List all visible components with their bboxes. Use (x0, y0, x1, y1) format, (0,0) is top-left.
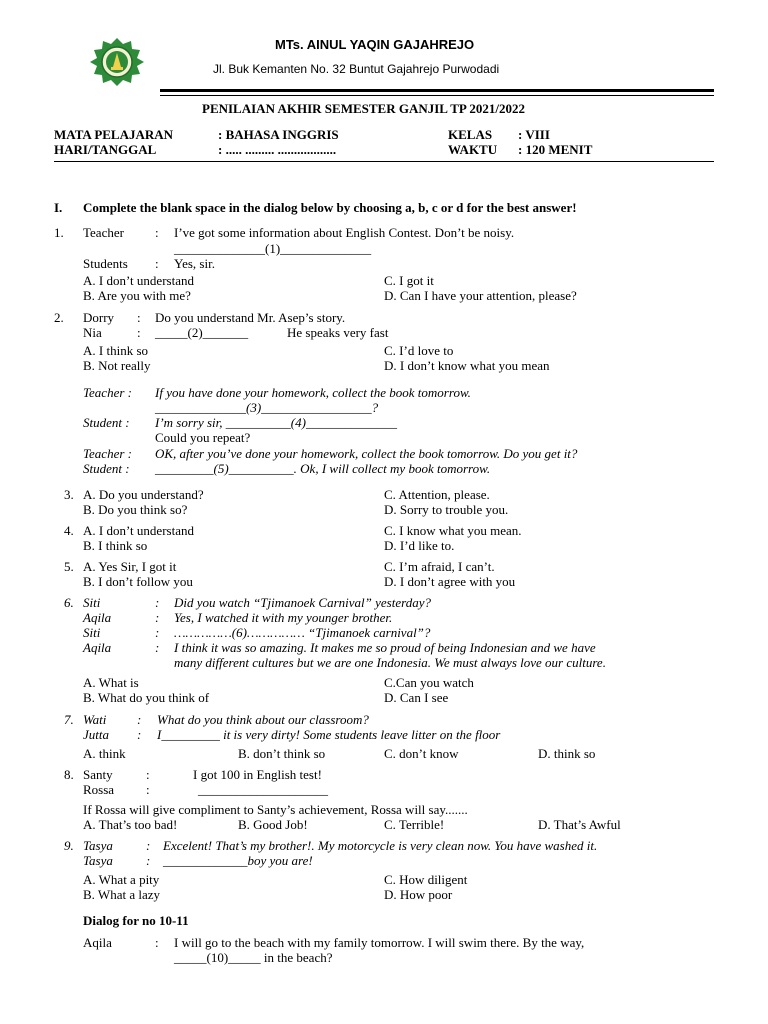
header-rule-thin (160, 95, 714, 96)
q7-option-a: A. think (83, 746, 126, 761)
time-label: WAKTU (448, 142, 498, 157)
q6-line2: Yes, I watched it with my younger brother. (174, 610, 393, 625)
q8-option-a: A. That’s too bad! (83, 817, 178, 832)
school-address: Jl. Buk Kemanten No. 32 Buntut Gajahrejo Purwodadi (213, 62, 500, 76)
q6-option-d: D. Can I see (384, 690, 449, 705)
q5-option-a: A. Yes Sir, I got it (83, 559, 177, 574)
q7-speaker1: Wati (83, 712, 107, 727)
d35-line3: I’m sorry sir, __________(4)______________ (155, 415, 397, 430)
q1-number: 1. (54, 225, 64, 240)
q3-option-d: D. Sorry to trouble you. (384, 502, 509, 517)
q2-option-b: B. Not really (83, 358, 151, 373)
subject-value: : BAHASA INGGRIS (218, 127, 339, 142)
q2-colon1: : (137, 310, 141, 325)
q7-number: 7. (64, 712, 74, 727)
q6-speaker3: Siti (83, 625, 101, 640)
q6-line5: many different cultures but we are one Indonesia. We must always love our culture. (174, 655, 606, 670)
q6-line1: Did you watch “Tjimanoek Carnival” yesterday? (174, 595, 431, 610)
d35-speaker1: Teacher : (83, 385, 132, 400)
q4-option-d: D. I’d like to. (384, 538, 455, 553)
q7-option-c: C. don’t know (384, 746, 459, 761)
d35-speaker3: Teacher : (83, 446, 132, 461)
d1011-colon1: : (155, 935, 159, 950)
section-number: I. (54, 200, 63, 215)
d35-line2: ______________(3)_________________? (155, 400, 379, 415)
q9-line2: _____________boy you are! (163, 853, 313, 868)
d1011-line1: I will go to the beach with my family tomorrow. I will swim there. By the way, (174, 935, 585, 950)
q4-option-a: A. I don’t understand (83, 523, 194, 538)
exam-title: PENILAIAN AKHIR SEMESTER GANJIL TP 2021/2022 (202, 101, 526, 116)
q8-prompt: If Rossa will give compliment to Santy’s achievement, Rossa will say....... (83, 802, 468, 817)
q1-colon1: : (155, 225, 159, 240)
q1-speaker1: Teacher (83, 225, 124, 240)
q6-line4: I think it was so amazing. It makes me so proud of being Indonesian and we have (174, 640, 596, 655)
q6-option-b: B. What do you think of (83, 690, 210, 705)
q1-option-d: D. Can I have your attention, please? (384, 288, 577, 303)
q1-option-c: C. I got it (384, 273, 434, 288)
q8-line1: I got 100 in English test! (193, 767, 322, 782)
q5-option-d: D. I don’t agree with you (384, 574, 516, 589)
q7-speaker2: Jutta (83, 727, 109, 742)
q7-line1: What do you think about our classroom? (157, 712, 369, 727)
q2-option-d: D. I don’t know what you mean (384, 358, 550, 373)
q2-line2-blank: _____(2)_______ (155, 325, 249, 340)
q1-colon2: : (155, 256, 159, 271)
d35-line6: _________(5)__________. Ok, I will collect my book tomorrow. (155, 461, 491, 476)
q2-line2-rest: He speaks very fast (287, 325, 389, 340)
time-value: : 120 MENIT (518, 142, 593, 157)
header-rule-thick (160, 89, 714, 92)
q6-speaker1: Siti (83, 595, 101, 610)
q4-option-b: B. I think so (83, 538, 148, 553)
q8-colon2: : (146, 782, 150, 797)
q6-speaker2: Aqila (83, 610, 112, 625)
q5-option-c: C. I’m afraid, I can’t. (384, 559, 495, 574)
q3-number: 3. (64, 487, 74, 502)
d35-line5: OK, after you’ve done your homework, collect the book tomorrow. Do you get it? (155, 446, 578, 461)
q9-number: 9. (64, 838, 74, 853)
d35-line4: Could you repeat? (155, 430, 251, 445)
q9-option-a: A. What a pity (83, 872, 160, 887)
q7-colon2: : (137, 727, 142, 742)
d1011-speaker1: Aqila (83, 935, 112, 950)
q5-option-b: B. I don’t follow you (83, 574, 193, 589)
q2-number: 2. (54, 310, 64, 325)
d35-speaker2: Student : (83, 415, 130, 430)
d1011-line2: _____(10)_____ in the beach? (174, 950, 333, 965)
q6-colon3: : (155, 625, 160, 640)
q8-colon1: : (146, 767, 150, 782)
q7-option-b: B. don’t think so (238, 746, 326, 761)
q6-number: 6. (64, 595, 74, 610)
subject-label: MATA PELAJARAN (54, 127, 174, 142)
q6-speaker4: Aqila (83, 640, 112, 655)
q6-colon2: : (155, 610, 160, 625)
q7-line2: I_________ it is very dirty! Some students leave litter on the floor (157, 727, 501, 742)
q9-option-c: C. How diligent (384, 872, 468, 887)
class-label: KELAS (448, 127, 493, 142)
q5-number: 5. (64, 559, 74, 574)
q8-speaker2: Rossa (83, 782, 115, 797)
q8-line2: ____________________ (198, 782, 328, 797)
q9-speaker2: Tasya (83, 853, 113, 868)
q2-line1: Do you understand Mr. Asep’s story. (155, 310, 346, 325)
q2-option-c: C. I’d love to (384, 343, 454, 358)
q7-colon1: : (137, 712, 142, 727)
q2-colon2: : (137, 325, 141, 340)
q2-speaker1: Dorry (83, 310, 115, 325)
dialog-10-11-heading: Dialog for no 10-11 (83, 913, 189, 928)
q8-option-d: D. That’s Awful (538, 817, 621, 832)
q6-option-a: A. What is (83, 675, 139, 690)
q6-colon1: : (155, 595, 160, 610)
day-value: : ..... ......... .................. (218, 142, 337, 157)
class-value: : VIII (518, 127, 550, 142)
section-instruction: Complete the blank space in the dialog below by choosing a, b, c or d for the best answer! (83, 200, 577, 215)
q9-option-b: B. What a lazy (83, 887, 161, 902)
d35-speaker4: Student : (83, 461, 130, 476)
q6-colon4: : (155, 640, 160, 655)
q8-speaker1: Santy (83, 767, 113, 782)
info-rule (54, 161, 714, 162)
q4-option-c: C. I know what you mean. (384, 523, 522, 538)
q2-speaker2: Nia (83, 325, 102, 340)
q6-line3: ……………(6)…………… “Tjimanoek carnival”? (174, 625, 431, 640)
q7-option-d: D. think so (538, 746, 596, 761)
q1-speaker2: Students (83, 256, 128, 271)
day-label: HARI/TANGGAL (54, 142, 157, 157)
d35-line1: If you have done your homework, collect the book tomorrow. (155, 385, 471, 400)
q2-option-a: A. I think so (83, 343, 148, 358)
q8-option-b: B. Good Job! (238, 817, 308, 832)
q3-option-b: B. Do you think so? (83, 502, 188, 517)
q3-option-a: A. Do you understand? (83, 487, 204, 502)
q1-line2: Yes, sir. (174, 256, 215, 271)
q1-option-a: A. I don’t understand (83, 273, 194, 288)
q8-number: 8. (64, 767, 74, 782)
q8-option-c: C. Terrible! (384, 817, 445, 832)
q6-option-c: C.Can you watch (384, 675, 474, 690)
q3-option-c: C. Attention, please. (384, 487, 490, 502)
q1-blank: ______________(1)______________ (174, 241, 372, 256)
school-name: MTs. AINUL YAQIN GAJAHREJO (275, 37, 475, 52)
q4-number: 4. (64, 523, 74, 538)
q1-line1: I’ve got some information about English Contest. Don’t be noisy. (174, 225, 515, 240)
q9-speaker1: Tasya (83, 838, 113, 853)
q9-colon2: : (146, 853, 151, 868)
q9-option-d: D. How poor (384, 887, 453, 902)
q9-colon1: : (146, 838, 151, 853)
q9-line1: Excelent! That’s my brother!. My motorcycle is very clean now. You have washed it. (163, 838, 598, 853)
school-logo-icon (84, 37, 150, 87)
q1-option-b: B. Are you with me? (83, 288, 191, 303)
